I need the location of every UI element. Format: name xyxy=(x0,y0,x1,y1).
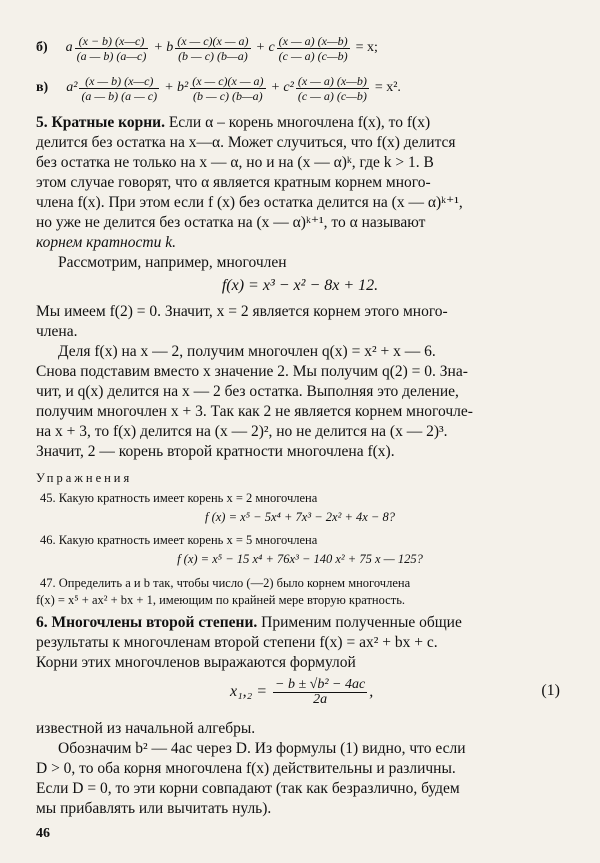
sec6-line-8: мы прибавлять или вычитать нуль). xyxy=(36,800,272,817)
sec5-line-9: Мы имеем f(2) = 0. Значит, x = 2 является корнем этого много- xyxy=(36,303,448,320)
sec6-line-6: D > 0, то оба корня многочлена f(x) действительны и различны. xyxy=(36,760,456,777)
sec5-line-7: корнем кратности k. xyxy=(36,234,176,251)
sec6-line-3: Корни этих многочленов выражаются формулой xyxy=(36,654,356,671)
sec5-line-16: Значит, 2 — корень второй кратности многочлена f(x). xyxy=(36,443,395,460)
sec5-line-5: члена f(x). При этом если f (x) без остатка делится на (x — α)ᵏ⁺¹, xyxy=(36,194,463,211)
sec5-line-11: Деля f(x) на x — 2, получим многочлен q(x) = x² + x — 6. xyxy=(58,343,436,360)
sec6-line-4: известной из начальной алгебры. xyxy=(36,720,256,737)
sec5-line-15: на x + 3, то f(x) делится на (x — 2)², но не делится на (x — 2)³. xyxy=(36,423,448,440)
fraction: $\frac{(x - b) (x—c)}{(a — b) (a—c)}$ xyxy=(76,33,147,63)
sec5-line-14: получим многочлен x + 3. Так как 2 не является корнем многочле- xyxy=(36,403,473,420)
coef: a xyxy=(65,40,73,55)
fraction: $\frac{(x — b) (x—c)}{(a — b) (a — c)}$ xyxy=(81,73,158,103)
exercise-45: 45. Какую кратность имеет корень x = 2 многочлена xyxy=(40,491,318,505)
formula-comma: , xyxy=(369,683,374,700)
equation-rhs: = x; xyxy=(355,40,378,55)
sec5-line-1: 5. Кратные корни. Если α – корень многочлена f(x), то f(x) xyxy=(36,114,431,131)
sec5-line-3: без остатка не только на x — α, но и на (x — α)ᵏ, где k > 1. В xyxy=(36,154,434,171)
fraction: $\frac{(x — a) (x—b)}{(c — a) (c—b)}$ xyxy=(278,33,348,63)
section-heading: 6. Многочлены второй степени. xyxy=(36,614,258,631)
sec5-line-8: Рассмотрим, например, многочлен xyxy=(58,254,287,271)
exercise-46-formula: f (x) = x⁵ − 15 x⁴ + 76x³ − 140 x² + 75 x — 125? xyxy=(177,552,423,566)
equation-label: в) xyxy=(36,80,49,95)
fraction: $\frac{(x — a) (x—b)}{(c — a) (c—b)}$ xyxy=(297,73,367,103)
plus-sign: + xyxy=(165,80,173,95)
plus-sign: + xyxy=(256,40,265,55)
formula-lhs: x₁,₂ = xyxy=(230,683,268,700)
plus-sign: + xyxy=(154,40,163,55)
section-heading: 5. Кратные корни. xyxy=(36,114,165,131)
fraction: $\frac{(x — c)(x — a)}{(b — c) (b—a)}$ xyxy=(192,73,264,103)
plus-sign: + xyxy=(271,80,280,95)
fraction: $\frac{(x — c)(x — a)}{(b — c) (b—a)}$ xyxy=(177,33,249,63)
sec6-line-2: результаты к многочленам второй степени f(x) = ax² + bx + c. xyxy=(36,634,438,651)
sec5-line-6: но уже не делится без остатка на (x — α)ᵏ⁺¹, то α называют xyxy=(36,214,426,231)
sec6-line-7: Если D = 0, то эти корни совпадают (так как безразлично, будем xyxy=(36,780,460,797)
exercise-45-formula: f (x) = x⁵ − 5x⁴ + 7x³ − 2x² + 4x − 8? xyxy=(204,510,395,524)
coef: c² xyxy=(283,80,294,95)
equation-number: (1) xyxy=(541,682,560,699)
coef: a² xyxy=(66,80,78,95)
equation-label: б) xyxy=(36,40,48,55)
coef: b xyxy=(166,40,174,55)
coef: b² xyxy=(177,80,189,95)
coef: c xyxy=(268,40,275,55)
sec6-line-1: 6. Многочлены второй степени. Применим полученные общие xyxy=(36,614,462,631)
sec5-line-4: этом случае говорят, что α является кратным корнем много- xyxy=(36,174,431,191)
sec5-line-13: чит, и q(x) делится на x — 2 без остатка. Выполняя это деление, xyxy=(36,383,459,400)
formula-fraction: $\frac{\text{− b ± √b² − 4ac}}{2a}$ xyxy=(275,676,366,707)
exercise-47-line-2: f(x) = x⁵ + ax² + bx + 1, имеющим по крайней мере вторую кратность. xyxy=(36,593,406,607)
exercise-46: 46. Какую кратность имеет корень x = 5 многочлена xyxy=(40,533,318,547)
equation-rhs: = x². xyxy=(374,80,401,95)
equation-v xyxy=(36,68,405,108)
quadratic-formula xyxy=(0,672,600,712)
sec6-line-5: Обозначим b² — 4ac через D. Из формулы (1) видно, что если xyxy=(58,740,466,757)
equation-b xyxy=(36,28,382,68)
exercises-title: Упражнения xyxy=(36,471,133,485)
exercise-47-line-1: 47. Определить a и b так, чтобы число (—2) было корнем многочлена xyxy=(40,576,411,590)
sec5-line-10: члена. xyxy=(36,323,78,340)
sec5-line-12: Снова подставим вместо x значение 2. Мы получим q(2) = 0. Зна- xyxy=(36,363,468,380)
sec5-line-2: делится без остатка на x—α. Может случиться, что f(x) делится xyxy=(36,134,456,151)
polynomial-formula: f(x) = x³ − x² − 8x + 12. xyxy=(221,277,379,294)
page-number: 46 xyxy=(36,826,50,841)
